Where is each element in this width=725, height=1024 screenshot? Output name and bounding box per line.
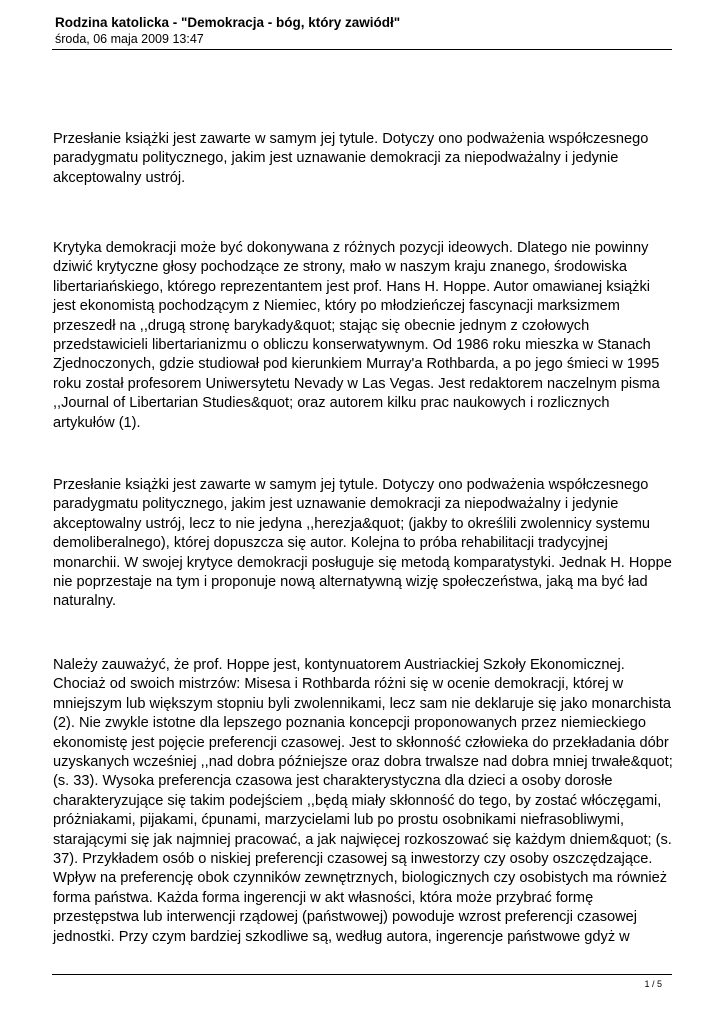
page-number: 1 / 5 xyxy=(644,979,662,989)
paragraph: Należy zauważyć, że prof. Hoppe jest, kontynuatorem Austriackiej Szkoły Ekonomicznej. Chociaż od swoich mistrzów: Misesa i Rothbarda różni się w ocenie demokracji, której w mniejszym lub większym stopniu byli zwolennikami, lecz sam nie deklaruje się jako monarchista (2). Nie zwykle istotne dla lepszego poznania koncepcji proponowanych przez niemieckiego ekonomistę jest pojęcie preferencji czasowej. Jest to skłonność człowieka do przekładania dóbr uzyskanych wcześniej ,,nad dobra późniejsze oraz dobra trwalsze nad dobra mniej trwałe&quot; (s. 33). Wysoka preferencja czasowa jest charakterystyczna dla dzieci a osoby dorosłe charakteryzujące się takim podejściem ,,będą miały skłonność do tego, by zostać włóczęgami, próżniakami, pijakami, ćpunami, marzycielami lub po prostu osobnikami niefrasobliwymi, starającymi się jak najmniej pracować, a jak najwięcej rozkoszować się każdym dniem&quot; (s. 37). Przykładem osób o niskiej preferencji czasowej są inwestorzy czy osoby oszczędzające. Wpływ na preferencję obok czynników zewnętrznych, biologicznych czy osobistych ma również forma państwa. Każda forma ingerencji w akt własności, która może przybrać formę przestępstwa lub interwencji rządowej (państwowej) powoduje wzrost preferencji czasowej jednostki. Przy czym bardziej szkodliwe są, według autora, ingerencje państwowe gdyż w xyxy=(53,657,673,945)
paragraph: Krytyka demokracji może być dokonywana z różnych pozycji ideowych. Dlatego nie powinny dziwić krytyczne głosy pochodzące ze strony, mało w naszym kraju znanego, środowiska libertariańskiego, którego reprezentantem jest prof. Hans H. Hoppe. Autor omawianej książki jest ekonomistą pochodzącym z Niemiec, który po młodzieńczej fascynacji marksizmem przeszedł na ,,drugą stronę barykady&quot; stając się obecnie jednym z czołowych przedstawicieli libertarianizmu o obliczu konserwatywnym. Od 1986 roku mieszka w Stanach Zjednoczonych, gdzie studiował pod kierunkiem Murray'a Rothbarda, a po jego śmieci w 1995 roku został profesorem Uniwersytetu Nevady w Las Vegas. Jest redaktorem naczelnym pisma ,,Journal of Libertarian Studies&quot; oraz autorem kilku prac naukowych i rozlicznych artykułów (1). xyxy=(53,240,660,431)
paragraph: Przesłanie książki jest zawarte w samym jej tytule. Dotyczy ono podważenia współczesnego paradygmatu politycznego, jakim jest uznawanie demokracji za niepodważalny i jedynie akceptowalny ustrój, lecz to nie jedyna ,,herezja&quot; (jakby to określili zwolennicy systemu demoliberalnego), której dopuszcza się autor. Kolejna to próba rehabilitacji tradycyjnej monarchii. W swojej krytyce demokracji posługuje się metodą komparatystyki. Jednak H. Hoppe nie poprzestaje na tym i proponuje nową alternatywną wizję społeczeństwa, jaką ma być ład naturalny. xyxy=(53,477,672,610)
footer-divider xyxy=(52,974,672,975)
document-date: środa, 06 maja 2009 13:47 xyxy=(55,32,204,46)
header-divider xyxy=(52,49,672,50)
document-header xyxy=(55,14,672,47)
paragraph: Przesłanie książki jest zawarte w samym jej tytule. Dotyczy ono podważenia współczesnego paradygmatu politycznego, jakim jest uznawanie demokracji za niepodważalny i jedynie akceptowalny ustrój. xyxy=(53,131,649,186)
document-title: Rodzina katolicka - "Demokracja - bóg, który zawiódł" xyxy=(55,15,401,30)
